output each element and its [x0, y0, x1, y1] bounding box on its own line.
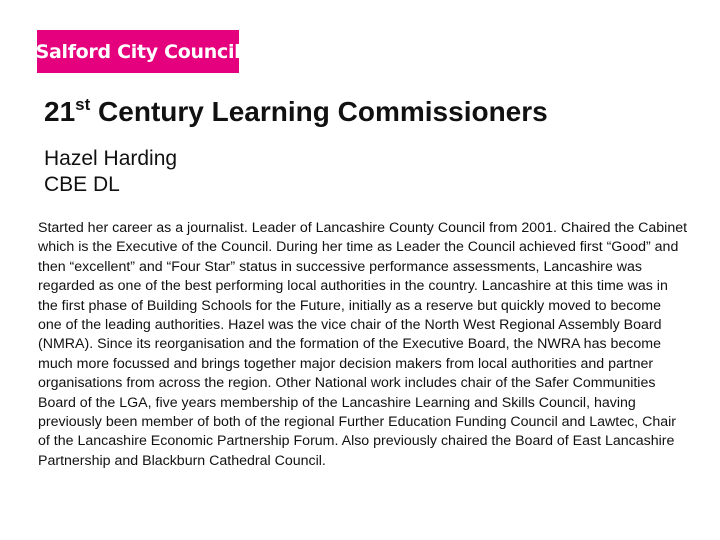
- title-text: Century Learning Commissioners: [90, 96, 548, 127]
- page-title: [44, 94, 548, 130]
- logo-text: Salford City Council: [35, 40, 241, 63]
- biography-text: Started her career as a journalist. Leader of Lancashire County Council from 2001. Chaired the Cabinet which is the Executive of the Council. During her time as Leader the Council achieved first “Good” and then “excellent” and “Four Star” status in successive performance assessments, Lancashire was regarded as one of the best performing local authorities in the country. Lancashire at this time was in the first phase of Building Schools for the Future, initially as a reserve but quickly moved to become one of the leading authorities. Hazel was the vice chair of the North West Regional Assembly Board (NMRA). Since its reorganisation and the formation of the Executive Board, the NWRA has become much more focussed and brings together major decision makers from local authorities and partner organisations from across the region. Other National work includes chair of the Safer Communities Board of the LGA, five years membership of the Lancashire Learning and Skills Council, having previously been member of both of the regional Further Education Funding Council and Lawtec, Chair of the Lancashire Economic Partnership Forum. Also previously chaired the Board of East Lancashire Partnership and Blackburn Cathedral Council.: [38, 220, 688, 469]
- salford-city-council-logo: [37, 30, 239, 73]
- person-name-block: [44, 146, 177, 198]
- person-name: Hazel Harding: [44, 147, 178, 170]
- title-number: 21: [44, 96, 76, 127]
- person-honours: CBE DL: [44, 173, 120, 196]
- title-ordinal-suffix: st: [75, 95, 91, 114]
